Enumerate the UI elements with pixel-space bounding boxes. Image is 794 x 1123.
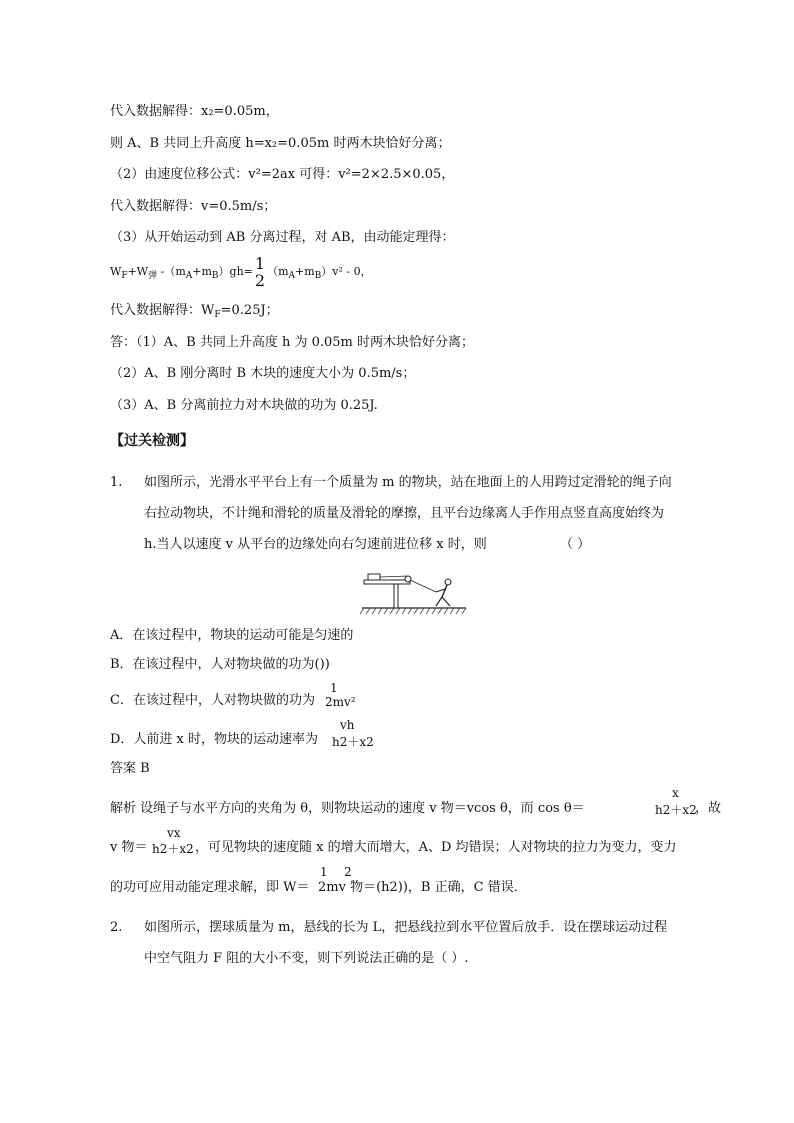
analysis-numerator: vx [167,826,181,840]
pulley-person-figure [360,568,470,620]
option-d: D．人前进 x 时，物块的运动速率为 [110,732,319,747]
text-line: 代入数据解得：v=0.5m/s； [110,199,277,214]
text-line: （2）由速度位移公式：v²=2ax 可得：v²=2×2.5×0.05， [110,167,455,182]
analysis-text: v 物＝ [110,840,148,855]
question-text: h.当人以速度 v 从平台的边缘处向右匀速前进位移 x 时，则 [144,537,487,552]
option-c: C．在该过程中，人对物块做的功为 [110,693,315,708]
question-text: 如图所示，摆球质量为 m，悬线的长为 L，把悬线拉到水平位置后放手．设在摆球运动过程 [144,920,668,935]
text-line: 代入数据解得：$W_F=0.25J$； [110,303,279,320]
section-title: 【过关检测】 [110,433,194,449]
analysis-text: 2mv 物＝(h2))，B 正确，C 错误． [318,880,527,895]
option-c-denominator: 2mv² [325,695,356,709]
question-text: 如图所示，光滑水平平台上有一个质量为 m 的物块，站在地面上的人用跨过定滑轮的绳子向 [144,475,672,490]
text-line: （2）A、B 刚分离时 B 木块的速度大小为 0.5m/s； [110,366,416,381]
analysis-text: ，可见物块的速度随 x 的增大而增大，A、D 均错误；人对物块的拉力为变力，变力 [195,840,677,855]
energy-equation: $W_F+W_弹$ $-(m_A+m_B)gh=$ 1 2 $(m_A+m_B)v^2 - 0$， [110,254,372,290]
text-line: 答：（1）A、B 共同上升高度 h 为 0.05m 时两木块恰好分离； [110,335,475,350]
text-line: 则 A、B 共同上升高度 h=x₂=0.05m 时两木块恰好分离； [110,136,451,151]
option-b: B．在该过程中，人对物块做的功为()) [110,657,330,672]
option-a: A．在该过程中，物块的运动可能是匀速的 [110,628,354,643]
analysis-numerator: x [672,786,679,800]
question-number: 1. [110,475,123,490]
question-number: 2. [110,920,123,935]
question-text: 右拉动物块，不计绳和滑轮的质量及滑轮的摩擦，且平台边缘离人手作用点竖直高度始终为 [144,506,665,521]
option-d-denominator: h2＋x2 [332,735,374,749]
analysis-denominator: h2＋x2 [152,842,194,856]
answer: 答案 B [110,761,150,776]
option-c-numerator: 1 [330,681,338,695]
analysis-text: ，故 [695,801,722,816]
analysis-superscript: 2 [344,865,352,879]
text-line: 代入数据解得：x₂=0.05m， [110,104,279,119]
answer-paren: （ ） [560,537,591,552]
question-text: 中空气阻力 F 阻的大小不变，则下列说法正确的是（ ）. [144,951,469,966]
analysis-superscript: 1 [320,865,328,879]
option-d-numerator: vh [340,718,355,732]
analysis-denominator: h2＋x2 [655,803,697,817]
analysis-text: 的功可应用动能定理求解，即 W＝ [110,880,310,895]
text-line: （3）从开始运动到 AB 分离过程，对 AB，由动能定理得： [110,230,455,245]
text-line: （3）A、B 分离前拉力对木块做的功为 0.25J. [110,398,378,413]
analysis-text: 解析 设绳子与水平方向的夹角为 θ，则物块运动的速度 v 物＝vcos θ，而 cos θ＝ [110,801,585,816]
fraction: 1 2 [254,254,266,290]
